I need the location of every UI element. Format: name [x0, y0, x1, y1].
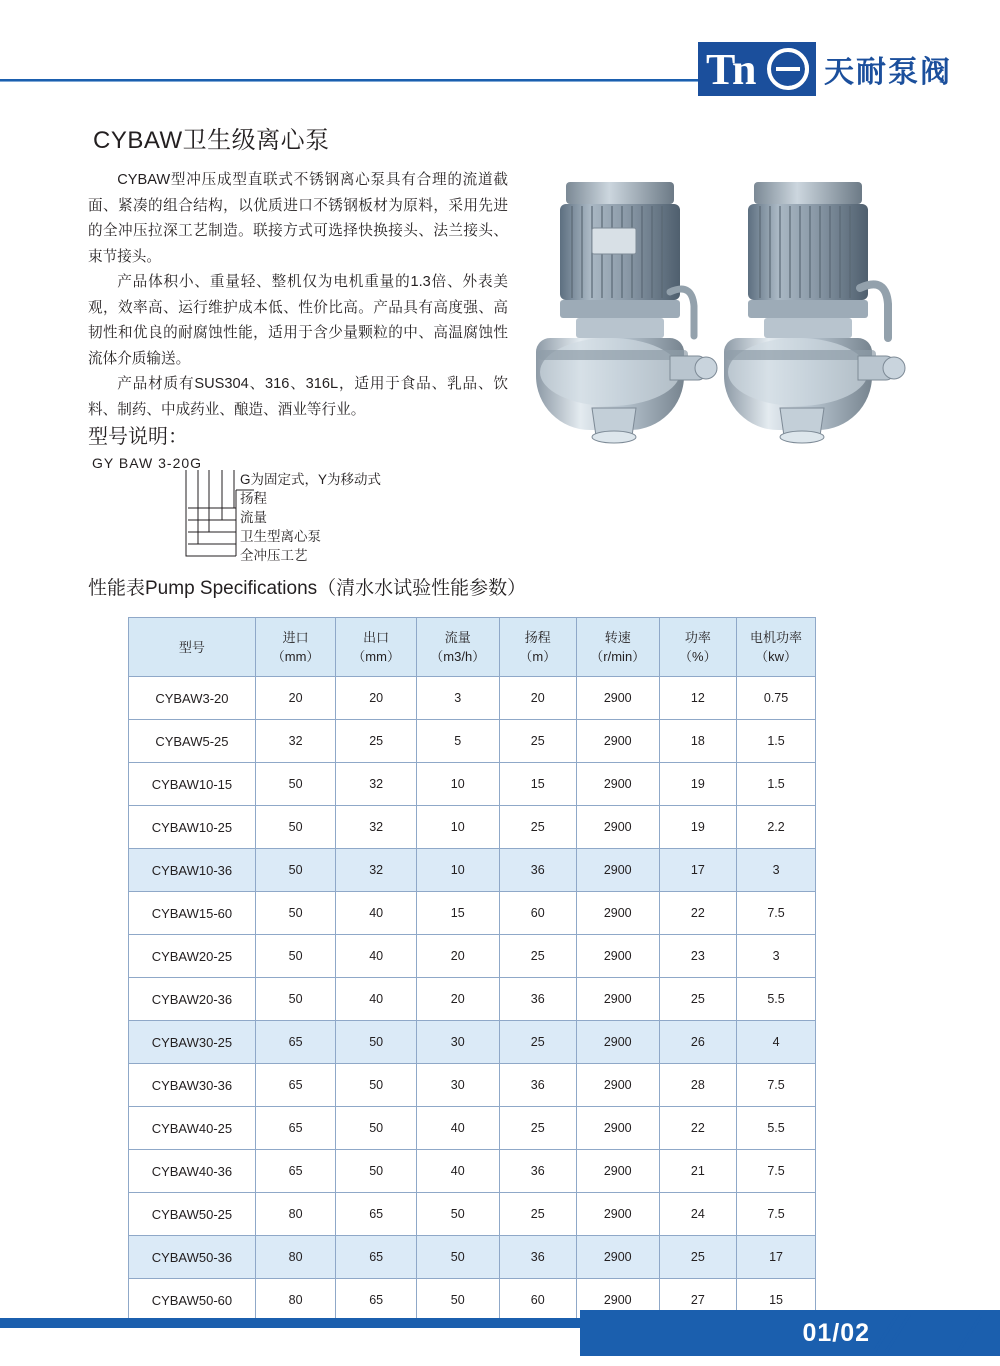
table-cell: 2.2 — [737, 806, 816, 849]
table-cell: 22 — [659, 892, 737, 935]
column-header-motor-power — [737, 618, 816, 677]
svg-text:T: T — [706, 45, 736, 94]
table-cell: 7.5 — [737, 1193, 816, 1236]
table-cell: 25 — [499, 720, 576, 763]
table-cell: 0.75 — [737, 677, 816, 720]
table-cell: 32 — [336, 806, 417, 849]
table-cell: 5.5 — [737, 978, 816, 1021]
table-cell-model: CYBAW30-25 — [129, 1021, 256, 1064]
column-header-flow-unit: （m3/h） — [430, 649, 486, 664]
footer-white-strip — [0, 1356, 1000, 1366]
table-cell: 19 — [659, 763, 737, 806]
table-cell: 19 — [659, 806, 737, 849]
table-cell: 2900 — [576, 1193, 659, 1236]
table-row — [129, 677, 816, 720]
table-cell: 15 — [499, 763, 576, 806]
table-cell: 2900 — [576, 677, 659, 720]
company-name: 天耐泵阀 — [824, 56, 952, 89]
table-cell-model: CYBAW15-60 — [129, 892, 256, 935]
table-cell: 40 — [416, 1150, 499, 1193]
table-row — [129, 806, 816, 849]
table-cell: 50 — [255, 978, 336, 1021]
table-cell: 27 — [659, 1279, 737, 1322]
table-cell-model: CYBAW10-25 — [129, 806, 256, 849]
table-cell: 80 — [255, 1193, 336, 1236]
column-header-motor-power-label: 电机功率 — [750, 630, 803, 645]
table-cell: 3 — [416, 677, 499, 720]
table-cell: 50 — [416, 1279, 499, 1322]
table-cell: 50 — [255, 892, 336, 935]
table-cell: 32 — [336, 849, 417, 892]
table-body — [129, 677, 816, 1322]
model-legend-item-3: 卫生型离心泵 — [240, 529, 321, 544]
table-cell: 26 — [659, 1021, 737, 1064]
column-header-head — [499, 618, 576, 677]
table-row — [129, 892, 816, 935]
company-logo — [698, 40, 952, 98]
table-cell: 65 — [255, 1021, 336, 1064]
table-row — [129, 720, 816, 763]
table-cell: 80 — [255, 1236, 336, 1279]
table-cell: 50 — [416, 1236, 499, 1279]
table-cell-model: CYBAW3-20 — [129, 677, 256, 720]
table-cell: 50 — [336, 1064, 417, 1107]
table-cell: 10 — [416, 849, 499, 892]
column-header-speed-label: 转速 — [604, 630, 631, 645]
column-header-speed — [576, 618, 659, 677]
table-header — [129, 618, 816, 677]
table-cell: 1.5 — [737, 720, 816, 763]
table-cell: 22 — [659, 1107, 737, 1150]
table-cell: 2900 — [576, 763, 659, 806]
table-cell: 2900 — [576, 1064, 659, 1107]
description-paragraph-3: 产品材质有SUS304、316、316L，适用于食品、乳品、饮料、制药、中成药业、酿造、酒业等行业。 — [88, 376, 508, 418]
table-cell: 36 — [499, 1236, 576, 1279]
table-header-row — [129, 618, 816, 677]
table-cell: 20 — [416, 935, 499, 978]
table-cell: 20 — [499, 677, 576, 720]
table-cell: 65 — [336, 1279, 417, 1322]
table-cell-model: CYBAW40-25 — [129, 1107, 256, 1150]
table-cell: 25 — [499, 1107, 576, 1150]
table-cell: 50 — [255, 935, 336, 978]
table-cell: 21 — [659, 1150, 737, 1193]
page-number: 01/02 — [802, 1318, 870, 1347]
column-header-outlet-label: 出口 — [363, 630, 390, 645]
column-header-flow-label: 流量 — [444, 630, 471, 645]
table-cell: 2900 — [576, 849, 659, 892]
table-cell: 25 — [499, 806, 576, 849]
page-header — [0, 0, 1000, 112]
column-header-flow — [416, 618, 499, 677]
table-cell: 17 — [737, 1236, 816, 1279]
table-cell: 7.5 — [737, 1150, 816, 1193]
column-header-efficiency — [659, 618, 737, 677]
table-row — [129, 978, 816, 1021]
table-cell: 25 — [499, 1021, 576, 1064]
column-header-inlet — [255, 618, 336, 677]
table-cell: 20 — [336, 677, 417, 720]
page-title: CYBAW卫生级离心泵 — [93, 127, 330, 154]
table-cell-model: CYBAW5-25 — [129, 720, 256, 763]
model-section-title: 型号说明： — [88, 426, 188, 448]
table-cell: 25 — [499, 935, 576, 978]
table-cell: 30 — [416, 1021, 499, 1064]
description-paragraph-2: 产品体积小、重量轻、整机仅为电机重量的1.3倍、外表美观，效率高、运行维护成本低、性价比高。产品具有高度强、高韧性和优良的耐腐蚀性能，适用于含少量颗粒的中、高温腐蚀性流体介质输送。 — [88, 274, 508, 367]
table-cell: 36 — [499, 849, 576, 892]
column-header-motor-power-unit: （kw） — [755, 649, 797, 664]
table-cell-model: CYBAW30-36 — [129, 1064, 256, 1107]
column-header-speed-unit: （r/min） — [590, 649, 646, 664]
table-cell: 40 — [416, 1107, 499, 1150]
table-cell: 50 — [416, 1193, 499, 1236]
column-header-inlet-label: 进口 — [282, 630, 309, 645]
table-cell: 20 — [255, 677, 336, 720]
product-photo — [520, 160, 940, 460]
table-cell: 25 — [336, 720, 417, 763]
table-cell: 3 — [737, 935, 816, 978]
table-cell: 60 — [499, 1279, 576, 1322]
column-header-outlet-unit: （mm） — [352, 649, 400, 664]
svg-text:n: n — [732, 45, 757, 94]
table-cell: 15 — [737, 1279, 816, 1322]
table-cell-model: CYBAW10-36 — [129, 849, 256, 892]
table-cell: 36 — [499, 1064, 576, 1107]
table-cell: 40 — [336, 892, 417, 935]
table-cell-model: CYBAW40-36 — [129, 1150, 256, 1193]
table-cell: 7.5 — [737, 892, 816, 935]
column-header-model-label: 型号 — [178, 639, 205, 655]
table-cell: 80 — [255, 1279, 336, 1322]
table-cell: 50 — [255, 849, 336, 892]
table-cell-model: CYBAW50-36 — [129, 1236, 256, 1279]
table-cell: 2900 — [576, 720, 659, 763]
table-cell: 50 — [336, 1021, 417, 1064]
table-cell: 50 — [336, 1107, 417, 1150]
table-cell: 10 — [416, 806, 499, 849]
column-header-model — [129, 618, 256, 677]
table-cell: 2900 — [576, 1150, 659, 1193]
table-cell: 5 — [416, 720, 499, 763]
table-cell: 28 — [659, 1064, 737, 1107]
table-cell: 60 — [499, 892, 576, 935]
table-cell: 30 — [416, 1064, 499, 1107]
table-row — [129, 1107, 816, 1150]
column-header-inlet-unit: （mm） — [271, 649, 320, 664]
model-code-text: GY BAW 3-20G — [92, 455, 203, 471]
table-cell: 32 — [336, 763, 417, 806]
table-cell: 24 — [659, 1193, 737, 1236]
column-header-efficiency-label: 功率 — [684, 630, 711, 645]
table-cell-model: CYBAW20-25 — [129, 935, 256, 978]
spec-table-heading: 性能表Pump Specifications（清水水试验性能参数） — [88, 578, 527, 599]
table-cell: 18 — [659, 720, 737, 763]
table-cell: 40 — [336, 978, 417, 1021]
column-header-outlet — [336, 618, 417, 677]
table-cell: 50 — [336, 1150, 417, 1193]
table-cell-model: CYBAW50-60 — [129, 1279, 256, 1322]
table-cell: 36 — [499, 978, 576, 1021]
model-legend-item-2: 流量 — [240, 510, 267, 525]
table-cell: 65 — [255, 1107, 336, 1150]
table-row — [129, 1064, 816, 1107]
table-cell: 65 — [255, 1150, 336, 1193]
table-row — [129, 1193, 816, 1236]
table-cell: 2900 — [576, 1279, 659, 1322]
table-cell-model: CYBAW50-25 — [129, 1193, 256, 1236]
table-cell: 25 — [499, 1193, 576, 1236]
table-cell: 25 — [659, 978, 737, 1021]
table-cell: 10 — [416, 763, 499, 806]
table-row — [129, 849, 816, 892]
pump-specifications-table — [128, 617, 816, 1322]
table-row — [129, 1021, 816, 1064]
table-cell: 40 — [336, 935, 417, 978]
table-cell: 32 — [255, 720, 336, 763]
table-cell: 36 — [499, 1150, 576, 1193]
table-cell: 12 — [659, 677, 737, 720]
table-cell-model: CYBAW10-15 — [129, 763, 256, 806]
product-description — [88, 168, 508, 423]
table-cell: 2900 — [576, 1107, 659, 1150]
table-cell: 5.5 — [737, 1107, 816, 1150]
table-cell: 65 — [336, 1193, 417, 1236]
table-cell: 50 — [255, 806, 336, 849]
table-cell: 20 — [416, 978, 499, 1021]
column-header-head-unit: （m） — [519, 649, 557, 664]
description-paragraph-1: CYBAW型冲压成型直联式不锈钢离心泵具有合理的流道截面、紧凑的组合结构，以优质进口不锈钢板材为原料，采用先进的全冲压拉深工艺制造。联接方式可选择快换接头、法兰接头、束节接头。 — [88, 172, 508, 265]
table-cell: 2900 — [576, 806, 659, 849]
table-cell: 2900 — [576, 935, 659, 978]
table-cell: 23 — [659, 935, 737, 978]
table-cell: 4 — [737, 1021, 816, 1064]
table-cell: 65 — [255, 1064, 336, 1107]
table-row — [129, 935, 816, 978]
model-legend — [240, 470, 381, 565]
model-legend-item-1: 扬程 — [240, 491, 267, 506]
table-cell: 2900 — [576, 1021, 659, 1064]
table-cell: 7.5 — [737, 1064, 816, 1107]
table-cell: 2900 — [576, 978, 659, 1021]
table-cell: 2900 — [576, 892, 659, 935]
column-header-efficiency-unit: （%） — [679, 649, 717, 664]
table-cell: 65 — [336, 1236, 417, 1279]
table-cell: 25 — [659, 1236, 737, 1279]
tn-monogram-icon — [698, 42, 816, 96]
header-divider-line-secondary — [0, 81, 700, 82]
table-row — [129, 763, 816, 806]
table-cell-model: CYBAW20-36 — [129, 978, 256, 1021]
table-cell: 2900 — [576, 1236, 659, 1279]
model-legend-item-4: 全冲压工艺 — [240, 548, 308, 563]
table-cell: 50 — [255, 763, 336, 806]
table-cell: 1.5 — [737, 763, 816, 806]
table-cell: 17 — [659, 849, 737, 892]
table-cell: 15 — [416, 892, 499, 935]
model-legend-item-0: G为固定式，Y为移动式 — [240, 472, 382, 487]
table-row — [129, 1150, 816, 1193]
table-cell: 3 — [737, 849, 816, 892]
column-header-head-label: 扬程 — [524, 630, 551, 645]
footer-hatch-pattern-icon — [874, 1314, 982, 1352]
table-row — [129, 1236, 816, 1279]
